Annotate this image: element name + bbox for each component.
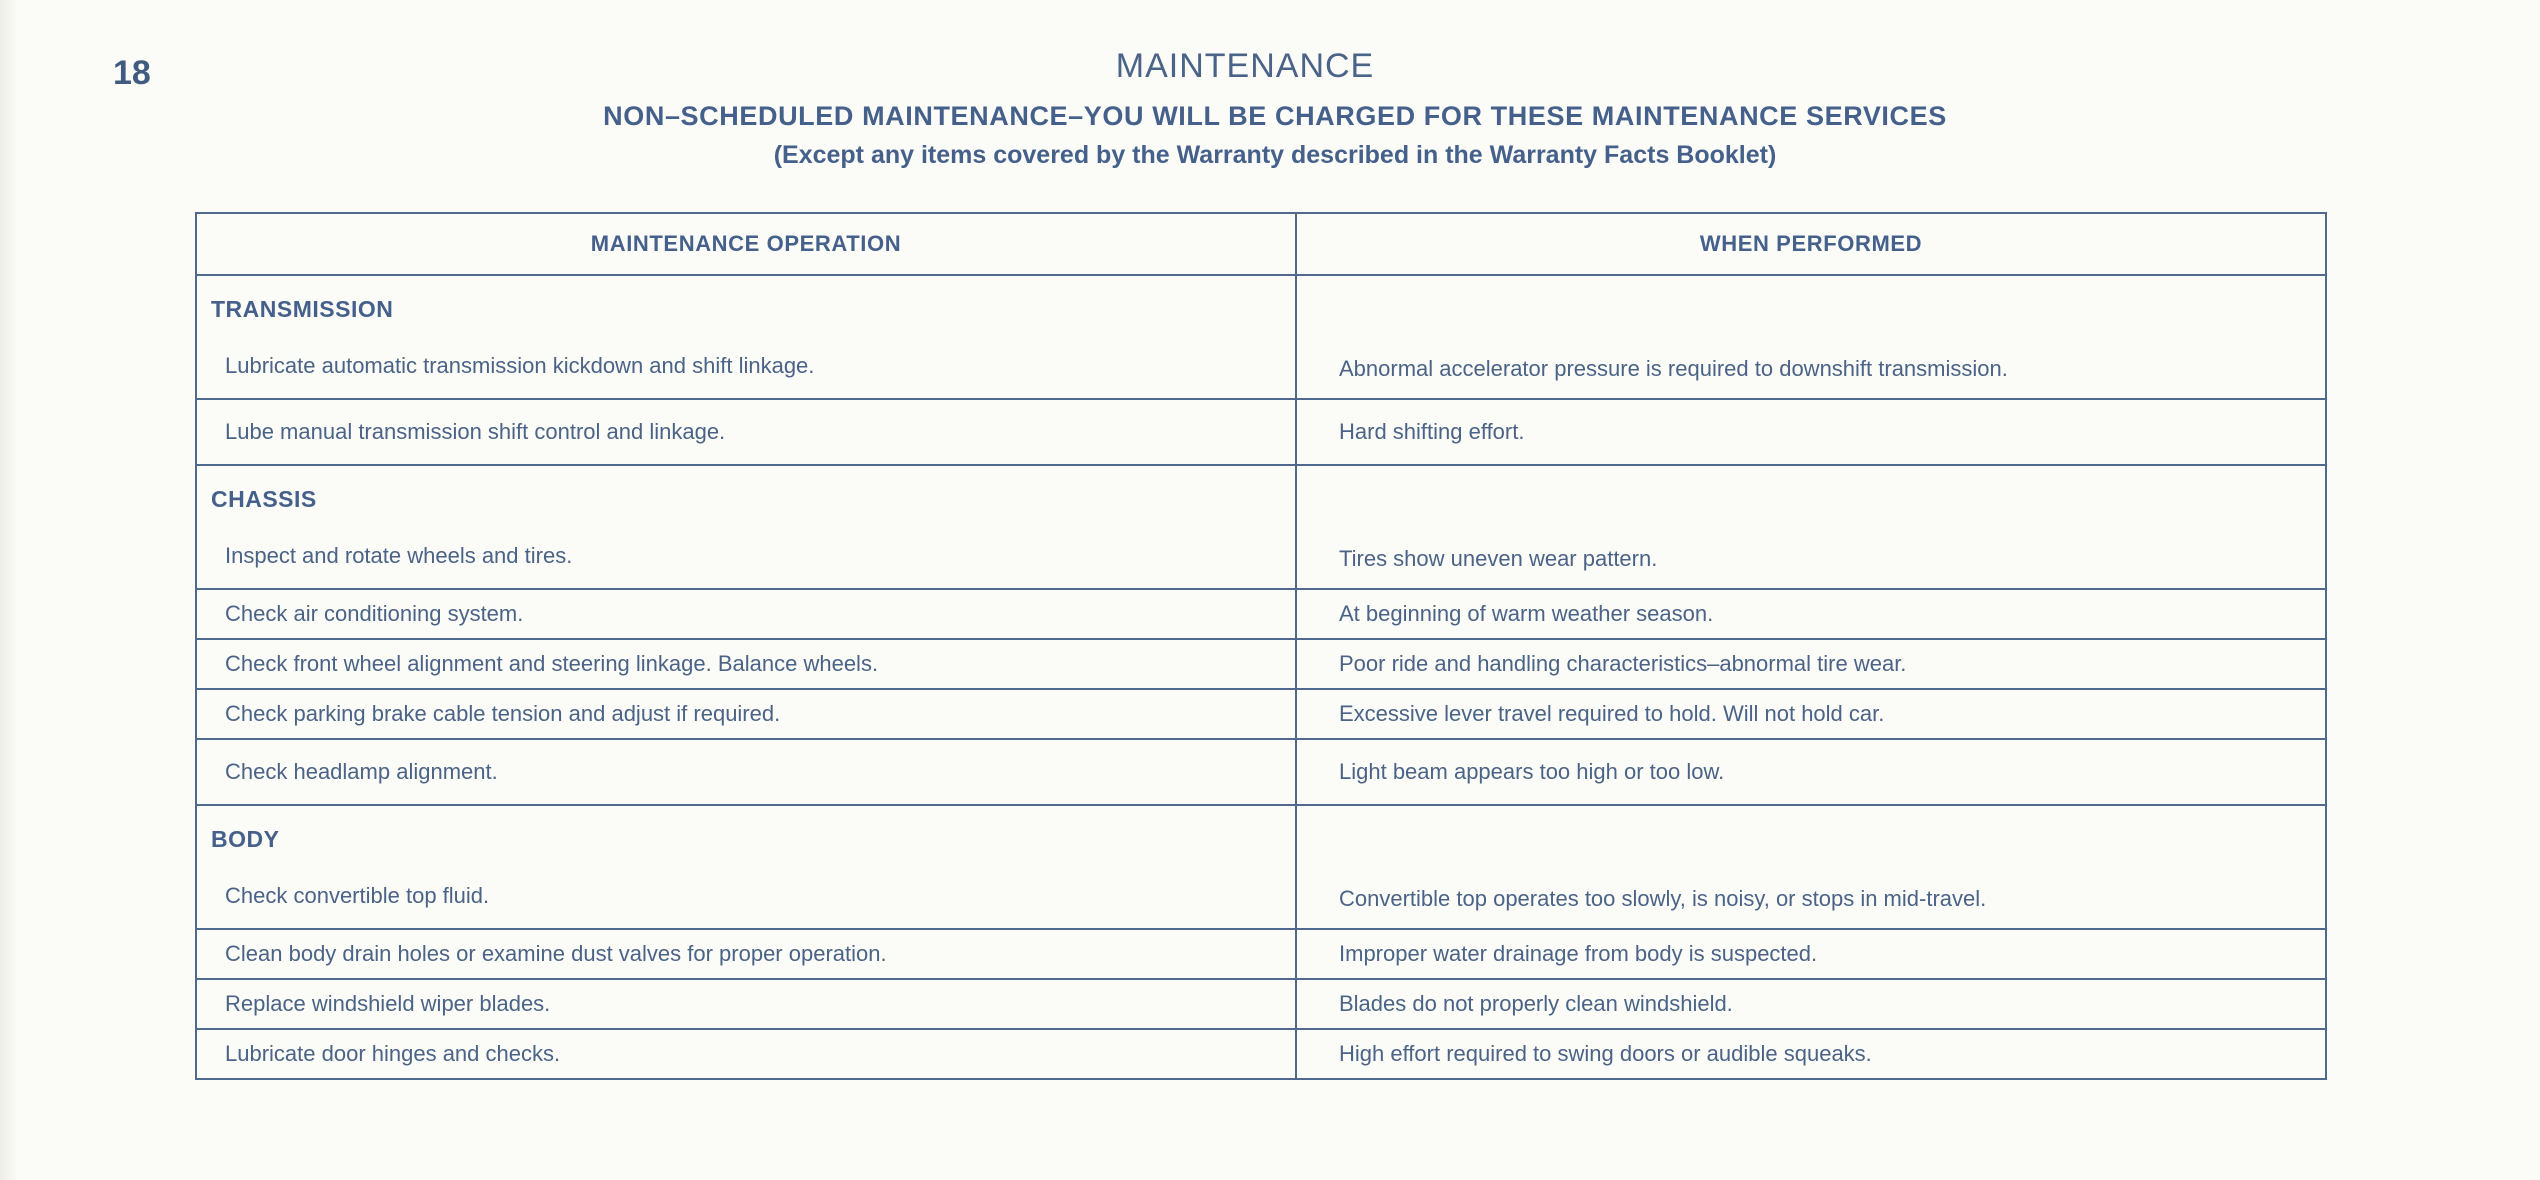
when-text: Convertible top operates too slowly, is noisy, or stops in mid-travel. — [1339, 886, 1987, 911]
page-binding-edge — [0, 0, 18, 1180]
when-text: Improper water drainage from body is suspected. — [1296, 929, 2326, 979]
table-row — [196, 739, 2326, 805]
operation-text: Check convertible top fluid. — [225, 882, 490, 908]
page-subtitle: NON–SCHEDULED MAINTENANCE–YOU WILL BE CHARGED FOR THESE MAINTENANCE SERVICES — [603, 101, 1947, 131]
when-text: Hard shifting effort. — [1296, 399, 2326, 465]
operation-text: Check air conditioning system. — [196, 589, 1296, 639]
maintenance-table — [195, 212, 2327, 1080]
section-heading: BODY — [211, 825, 280, 852]
page-title: MAINTENANCE — [1115, 47, 1375, 85]
when-text: Light beam appears too high or too low. — [1296, 739, 2326, 805]
table-cell-operation — [196, 275, 1296, 399]
operation-text: Clean body drain holes or examine dust valves for proper operation. — [196, 929, 1296, 979]
when-text: Tires show uneven wear pattern. — [1339, 546, 1658, 571]
table-row — [196, 979, 2326, 1029]
operation-text: Lube manual transmission shift control and linkage. — [196, 399, 1296, 465]
header-maintenance-operation: MAINTENANCE OPERATION — [196, 213, 1296, 275]
page-number: 18 — [113, 54, 151, 92]
table-row — [196, 399, 2326, 465]
section-heading: TRANSMISSION — [211, 295, 394, 322]
when-text: Abnormal accelerator pressure is required to downshift transmission. — [1339, 356, 2008, 381]
section-transmission — [196, 275, 2326, 399]
when-text: At beginning of warm weather season. — [1296, 589, 2326, 639]
when-text: Blades do not properly clean windshield. — [1296, 979, 2326, 1029]
section-heading: CHASSIS — [211, 485, 317, 512]
warranty-note: (Except any items covered by the Warranty described in the Warranty Facts Booklet) — [773, 141, 1777, 169]
section-body — [196, 805, 2326, 929]
operation-text: Check parking brake cable tension and adjust if required. — [196, 689, 1296, 739]
table-cell-operation — [196, 465, 1296, 589]
header-when-performed: WHEN PERFORMED — [1296, 213, 2326, 275]
table-cell-when — [1296, 805, 2326, 929]
operation-text: Lubricate automatic transmission kickdown and shift linkage. — [225, 352, 815, 378]
operation-text: Check front wheel alignment and steering linkage. Balance wheels. — [196, 639, 1296, 689]
table-header-row — [196, 213, 2326, 275]
operation-text: Replace windshield wiper blades. — [196, 979, 1296, 1029]
table-cell-when — [1296, 465, 2326, 589]
table-row — [196, 589, 2326, 639]
when-text: High effort required to swing doors or audible squeaks. — [1296, 1029, 2326, 1079]
table-cell-operation — [196, 805, 1296, 929]
table-row — [196, 689, 2326, 739]
when-text: Excessive lever travel required to hold. Will not hold car. — [1296, 689, 2326, 739]
operation-text: Inspect and rotate wheels and tires. — [225, 542, 573, 568]
operation-text: Check headlamp alignment. — [196, 739, 1296, 805]
table-row — [196, 1029, 2326, 1079]
table-row — [196, 929, 2326, 979]
when-text: Poor ride and handling characteristics–abnormal tire wear. — [1296, 639, 2326, 689]
section-chassis — [196, 465, 2326, 589]
table-cell-when — [1296, 275, 2326, 399]
table-row — [196, 639, 2326, 689]
operation-text: Lubricate door hinges and checks. — [196, 1029, 1296, 1079]
